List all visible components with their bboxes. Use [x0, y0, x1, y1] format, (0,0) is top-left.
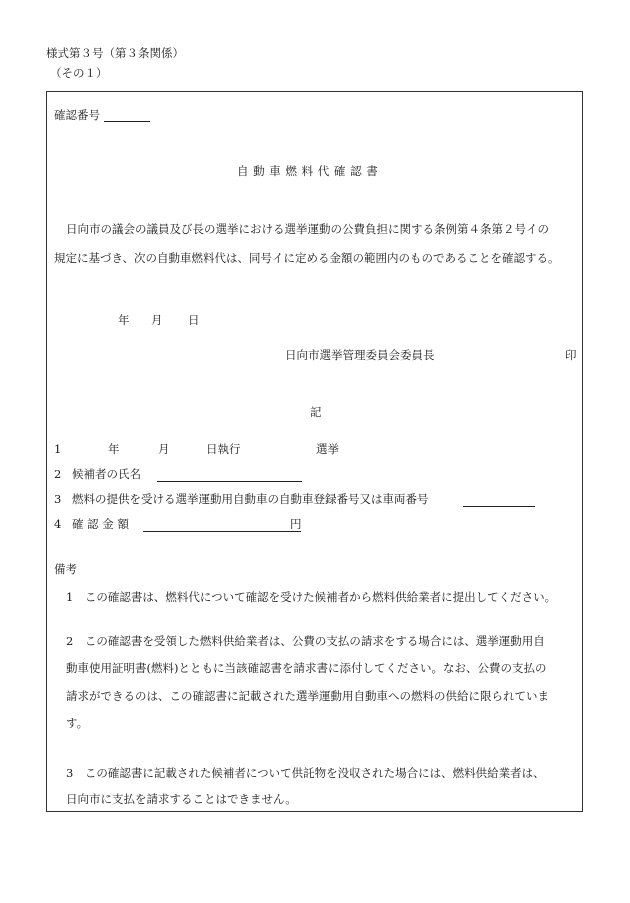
item2-number: 2: [54, 467, 62, 481]
candidate-name-field[interactable]: [157, 481, 302, 482]
item1-year: 年: [108, 442, 120, 456]
note-2-line-1: 2 この確認書を受領した燃料供給業者は、公費の支払の請求をする場合には、選挙運動用自: [66, 634, 545, 648]
form-sub-number: （その１）: [50, 66, 108, 80]
item2-label: 候補者の氏名: [72, 467, 141, 481]
item3-number: 3: [54, 492, 62, 506]
item4-number: 4: [54, 517, 62, 531]
document-title: 自 動 車 燃 料 代 確 認 書: [237, 164, 379, 178]
notes-heading: 備考: [54, 562, 77, 576]
confirmation-number-label: 確認番号: [54, 108, 100, 122]
item1-number: 1: [54, 442, 62, 456]
vehicle-number-field[interactable]: [463, 506, 535, 507]
item1-month: 月: [158, 442, 170, 456]
confirmation-number-field[interactable]: [104, 121, 150, 122]
note-1: 1 この確認書は、燃料代について確認を受けた候補者から燃料供給業者に提出してください。: [66, 590, 557, 604]
item1-election: 選挙: [316, 442, 339, 456]
note-2-line-2: 動車使用証明書(燃料)とともに当該確認書を請求書に添付してください。なお、公費の支払の: [66, 661, 547, 675]
ki-heading: 記: [310, 405, 322, 419]
confirmed-amount-field[interactable]: [143, 531, 301, 532]
note-2-line-4: す。: [66, 716, 89, 730]
note-2-line-3: 請求ができるのは、この確認書に記載された選挙運動用自動車への燃料の供給に限られていま: [66, 689, 549, 703]
intro-line-1: 日向市の議会の議員及び長の選挙における選挙運動の公費負担に関する条例第４条第２号イの: [66, 222, 549, 236]
date-day: 日: [188, 313, 200, 327]
note-3-line-1: 3 この確認書に記載された候補者について供託物を没収された場合には、燃料供給業者は、: [66, 766, 545, 780]
item4-yen-unit: 円: [290, 517, 302, 531]
seal-mark: 印: [565, 348, 577, 362]
item4-label: 確 認 金 額: [72, 517, 129, 531]
item3-label: 燃料の提供を受ける選挙運動用自動車の自動車登録番号又は車両番号: [72, 492, 429, 506]
date-month: 月: [151, 313, 163, 327]
intro-line-2: 規定に基づき、次の自動車燃料代は、同号イに定める金額の範囲内のものであることを確認する。: [54, 251, 560, 265]
form-number: 様式第３号（第３条関係）: [46, 46, 184, 60]
item1-day-executed: 日執行: [206, 442, 241, 456]
note-3-line-2: 日向市に支払を請求することはできません。: [66, 792, 297, 806]
date-year: 年: [118, 313, 130, 327]
issuer-title: 日向市選挙管理委員会委員長: [285, 348, 435, 362]
